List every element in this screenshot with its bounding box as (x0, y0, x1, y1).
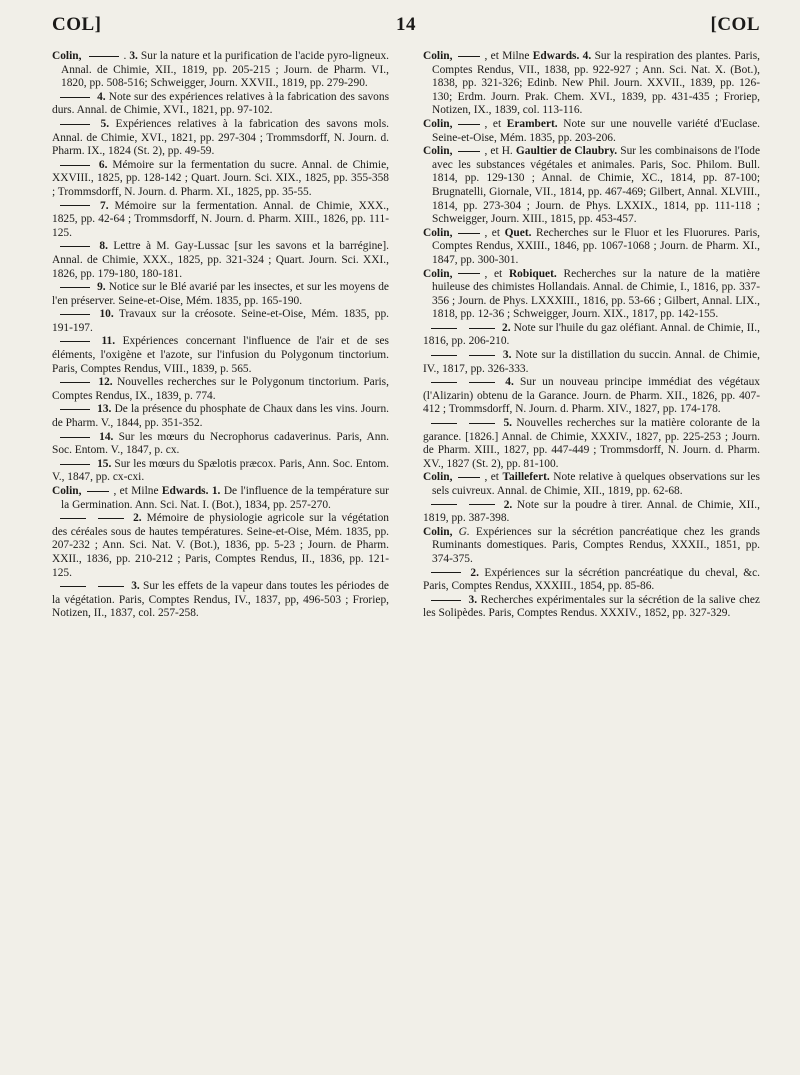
ditto-dash (458, 124, 480, 125)
entry-text: Note sur des expériences relatives à la fabrication des savons durs. Annal. de Chimie, XVI., 1821, pp. 97-102. (52, 90, 390, 117)
entry-number: 1. (211, 485, 221, 497)
bibliography-entry (52, 118, 389, 159)
bibliography-entry (423, 349, 760, 376)
entry-text: Travaux sur la créosote. Seine-et-Oise, Mém. 1835, pp. 191-197. (52, 308, 389, 334)
ditto-dash (431, 572, 461, 573)
entry-text: Recherches expérimentales sur la sécrétion de la salive chez les Solipèdes. Paris, Comptes Rendus. XXXIV., 1852, pp. 327-329. (423, 593, 760, 620)
ditto-dash (60, 409, 90, 410)
ditto-dash (60, 165, 90, 166)
entry-number: 6. (98, 158, 108, 171)
bibliography-entry (423, 417, 760, 471)
coauthor-joiner: , et Milne (484, 50, 530, 62)
entry-text: Note sur une nouvelle variété d'Euclase. Seine-et-Oise, Mém. 1835, pp. 203-206. (432, 117, 760, 144)
entry-number: 14. (99, 430, 114, 443)
bibliography-entry (52, 200, 389, 241)
bibliography-entry (52, 335, 389, 376)
bibliography-entry (52, 159, 389, 200)
author-name: Colin, (52, 50, 82, 62)
entry-text: Note relative à quelques observations sur les sels cuivreux. Annal. de Chimie, XII., 1819, pp. 62-68. (432, 471, 760, 497)
ditto-dash (458, 477, 480, 478)
ditto-dash (60, 124, 90, 125)
ditto-dash (431, 328, 457, 329)
entry-number: 13. (97, 403, 112, 416)
author-name: Colin, (423, 267, 453, 280)
ditto-dash (89, 56, 119, 57)
coauthor-joiner: , et (484, 267, 503, 280)
ditto-dash (458, 273, 480, 274)
author-name: Colin, (423, 471, 453, 484)
entry-number: 12. (98, 376, 113, 389)
entry-text: Expériences concernant l'influence de l'air et de ses éléments, l'oxigène et l'azote, sur l'infusion du Polygonum tinctorium. Paris, Comptes Rendus, VIII., 1839, p. 565. (52, 335, 389, 375)
bibliography-entry (423, 118, 760, 145)
columns (52, 50, 760, 621)
entry-number: 4. (505, 376, 514, 389)
ditto-dash (60, 97, 90, 98)
ditto-dash (60, 287, 90, 288)
entry-number: 3. (129, 50, 138, 62)
entry-number: 10. (99, 308, 114, 321)
entry-text: Mémoire sur la fermentation. Annal. de Chimie, XXX., 1825, pp. 42-64 ; Trommsdorff, N. Journ. d. Pharm. XIII., 1826, pp. 111-125. (52, 199, 389, 239)
ditto-dash (60, 437, 90, 438)
entry-text: Sur les mœurs du Necrophorus cadaverinus. Paris, Ann. Soc. Entom. V., 1847, p. cx. (52, 430, 389, 457)
bibliography-entry (423, 594, 760, 621)
author-initial: G. (458, 525, 470, 538)
bibliography-entry (52, 458, 389, 485)
ditto-dash (469, 382, 495, 383)
bibliography-entry (52, 281, 389, 308)
entry-number: 2. (470, 566, 479, 579)
bibliography-entry (423, 145, 760, 227)
bibliography-entry (52, 580, 389, 621)
coauthor-name: Quet. (504, 226, 532, 239)
entry-number: 2. (133, 512, 142, 525)
entry-number: 8. (99, 240, 108, 253)
entry-number: 7. (100, 199, 109, 212)
ditto-dash (60, 341, 90, 342)
entry-text: Sur un nouveau principe immédiat des végétaux (l'Alizarin) obtenu de la Garance. Journ. de Pharm. XII., 1826, pp. 407-412 ; Trommsdorff, N. Journ. d. Pharm. XIV., 1827, pp. 174-178. (423, 376, 760, 416)
entry-number: 5. (100, 117, 110, 130)
entry-number: 5. (503, 417, 512, 430)
bibliography-entry (423, 471, 760, 498)
entry-text: Mémoire de physiologie agricole sur la végétation des céréales sous de hautes températures. Seine-et-Oise, Mém. 1835, pp. 207-232 ; Ann. Sci. Nat. V. (Bot.), 1836, pp. 5-23 ; Journ. de Pharm. XXII., 1836, pp. 210-212 ; Paris, Comptes Rendus, II., 1836, pp. 121-125. (52, 512, 389, 579)
entry-text: Nouvelles recherches sur la matière colorante de la garance. [1826.] Annal. de Chimie, XXXIV., 1827, pp. 225-253 ; Journ. de Pharm. XIII., 1827, pp. 447-449 ; Trommsdorff, N. Journ. d. Pharm. XV., 1827 (St. 2), pp. 81-100. (423, 417, 760, 470)
ditto-dash (60, 314, 90, 315)
entry-number: 9. (97, 281, 106, 294)
ditto-dash (458, 233, 480, 234)
ditto-dash (469, 504, 495, 505)
bibliography-entry: Colin, . 3. Sur la nature et la purification de l'acide pyro-ligneux. Annal. de Chimie, XII., 1819, pp. 205-215 ; Journ. de Pharm. VI., 1820, pp. 508-516; Schweigger, Journ. XXVII., 1819, pp. 279-290. (52, 50, 389, 90)
bibliography-entry (423, 50, 760, 118)
entry-text: Notice sur le Blé avarié par les insectes, et sur les moyens de l'en préserver. Seine-et-Oise, Mém. 1835, pp. 165-190. (52, 281, 389, 307)
entry-text: Sur la nature et la purification de l'acide pyro-ligneux. Annal. de Chimie, XII., 1819, pp. 205-215 ; Journ. de Pharm. VI., 1820, pp. 508-516; Schweigger, Journ. XXVII., 1819, pp. 279-290. (61, 50, 389, 90)
ditto-dash (431, 355, 457, 356)
bibliography-entry (423, 499, 760, 526)
coauthor-name: Taillefert. (502, 471, 550, 484)
entry-number: 11. (101, 335, 116, 348)
left-column (52, 50, 389, 621)
ditto-dash (98, 518, 124, 519)
author-name: Colin, (423, 50, 453, 62)
entry-text: Expériences relatives à la fabrication des savons mols. Annal. de Chimie, XVI., 1821, pp. 297-304 ; Trommsdorff, N. Journ. d. Pharm. IX., 1824 (St. 2), pp. 49-59. (52, 117, 389, 158)
ditto-dash (98, 586, 124, 587)
author-name: Colin, (423, 117, 453, 130)
entry-number: 4. (582, 50, 592, 62)
ditto-dash (431, 504, 457, 505)
entry-text: Nouvelles recherches sur le Polygonum tinctorium. Paris, Comptes Rendus, IX., 1839, p. 774. (52, 376, 389, 402)
ditto-dash (60, 382, 90, 383)
entry-text: Sur les effets de la vapeur dans toutes les périodes de la végétation. Paris, Comptes Rendus, IV., 1837, pp, 496-503 ; Froriep, Notizen, II., 1837, col. 257-258. (52, 580, 389, 620)
ditto-dash (431, 382, 457, 383)
entry-number: 3. (502, 349, 512, 362)
bibliography-entry (423, 376, 760, 417)
coauthor-name: Gaultier de Claubry. (515, 145, 618, 158)
coauthor-joiner: , et (484, 226, 501, 239)
bibliography-entry (423, 526, 760, 567)
ditto-dash (87, 491, 109, 492)
bibliography-entry (423, 322, 760, 349)
entry-text: Expériences sur la sécrétion pancréatique du cheval, &c. Paris, Comptes Rendus, XXXIII., 1854, pp. 85-86. (423, 566, 760, 593)
entry-text: Recherches sur le Fluor et les Fluorures. Paris, Comptes Rendus, XXIII., 1846, pp. 1067-1068 ; Journ. de Pharm. XI., 1847, pp. 300-301. (432, 226, 760, 266)
entry-number: 3. (468, 593, 478, 606)
ditto-dash (458, 151, 480, 152)
ditto-dash (60, 205, 90, 206)
coauthor-joiner: , et (484, 117, 502, 130)
coauthor-name: Robiquet. (508, 267, 557, 280)
entry-number: 2. (502, 321, 511, 334)
entry-number: 15. (97, 457, 112, 470)
ditto-dash (60, 518, 86, 519)
ditto-dash (469, 423, 495, 424)
author-name: Colin, (52, 485, 82, 497)
header-left: COL] (52, 14, 102, 35)
ditto-dash (431, 423, 457, 424)
bibliography-entry (52, 403, 389, 430)
author-name: Colin, (423, 525, 453, 538)
bibliography-entry (423, 227, 760, 268)
coauthor-joiner: , et H. (484, 145, 513, 158)
right-column (423, 50, 760, 621)
bibliography-entry (423, 567, 760, 594)
entry-text: Lettre à M. Gay-Lussac [sur les savons et la barrégine]. Annal. de Chimie, XXX., 1825, pp. 321-324 ; Quart. Journ. Sci. XXI., 1826, pp. 179-180, 180-181. (52, 240, 389, 280)
bibliography-entry (423, 268, 760, 322)
entry-text: Sur la respiration des plantes. Paris, Comptes Rendus, VII., 1838, pp. 922-927 ; Ann. Sci. Nat. X. (Bot.), 1838, pp. 321-326; Edinb. New Phil. Journ. XXVII., 1839, pp. 126-130; Erdm. Journ. Prak. Chem. XVI., 1839, pp. 431-435 ; Froriep, Notizen, IX., 1839, col. 113-116. (432, 50, 760, 117)
bibliography-entry (52, 376, 389, 403)
entry-text: Sur les mœurs du Spælotis præcox. Paris, Ann. Soc. Entom. V., 1847, pp. cx-cxi. (52, 457, 389, 484)
coauthor-name: Edwards. (532, 50, 580, 62)
header-right: [COL (710, 14, 760, 35)
ditto-dash (469, 328, 495, 329)
ditto-dash (60, 464, 90, 465)
entry-number: 3. (131, 580, 140, 593)
bibliography-entry (52, 431, 389, 458)
bibliography-entry (52, 240, 389, 281)
entry-text: Sur les combinaisons de l'Iode avec les substances végétales et animales. Paris, Soc. Philom. Bull. 1814, pp. 129-130 ; Annal. de Chimie, XC., 1814, pp. 87-100; Brugnatelli, Giornale, VII., 1814, pp. 467-469; Gilbert, Annal. XLVIII., 1814, pp. 273-304 ; Journ. de Phys. LXXIX., 1814, pp. 111-118 ; Schweigger, Journ. XIII., 1815, pp. 453-457. (432, 145, 761, 226)
ditto-dash (60, 246, 90, 247)
bibliography-entry (52, 308, 389, 335)
author-name: Colin, (423, 226, 453, 239)
entry-text: Note sur l'huile du gaz oléfiant. Annal. de Chimie, II., 1816, pp. 206-210. (423, 321, 760, 348)
entry-text: Recherches sur la nature de la matière huileuse des chimistes Hollandais. Annal. de Chimie, I., 1816, pp. 337-356 ; Journ. de Phys. LXXXIII., 1816, pp. 53-66 ; Gilbert, Annal. LIX., 1818, pp. 12-36 ; Schweigger, Journ. XIX., 1817, pp. 142-155. (432, 267, 760, 321)
coauthor-joiner: , et Milne (113, 485, 159, 497)
ditto-dash (469, 355, 495, 356)
ditto-dash (458, 56, 480, 57)
entry-text: Note sur la poudre à tirer. Annal. de Chimie, XII., 1819, pp. 387-398. (423, 498, 760, 525)
entry-text: Mémoire sur la fermentation du sucre. Annal. de Chimie, XXVIII., 1825, pp. 128-142 ; Quart. Journ. Sci. XIX., 1825, pp. 355-358 ; Trommsdorff, N. Journ. d. Pharm. XI., 1825, pp. 35-55. (52, 158, 389, 198)
page-number: 14 (396, 14, 416, 35)
bibliography-entry (52, 512, 389, 580)
coauthor-name: Edwards. (161, 485, 209, 497)
author-name: Colin, (423, 145, 453, 158)
entry-number: 4. (97, 90, 106, 103)
entry-number: 2. (503, 498, 513, 511)
coauthor-name: Erambert. (506, 117, 558, 130)
running-head (52, 14, 760, 50)
entry-text: Expériences sur la sécrétion pancréatique chez les grands Ruminants domestiques. Paris, Comptes Rendus, XXXII., 1851, pp. 374-375. (432, 525, 760, 565)
entry-text: Note sur la distillation du succin. Annal. de Chimie, IV., 1817, pp. 326-333. (423, 349, 760, 375)
entry-text: De l'influence de la température sur la Germination. Ann. Sci. Nat. I. (Bot.), 1834, pp. 257-270. (61, 485, 389, 511)
bibliography-entry (52, 91, 389, 118)
ditto-dash (431, 600, 461, 601)
bibliography-entry (52, 485, 389, 512)
ditto-dash (60, 586, 86, 587)
coauthor-joiner: , et (484, 471, 499, 484)
entry-text: De la présence du phosphate de Chaux dans les vins. Journ. de Pharm. V., 1844, pp. 351-352. (52, 403, 389, 430)
